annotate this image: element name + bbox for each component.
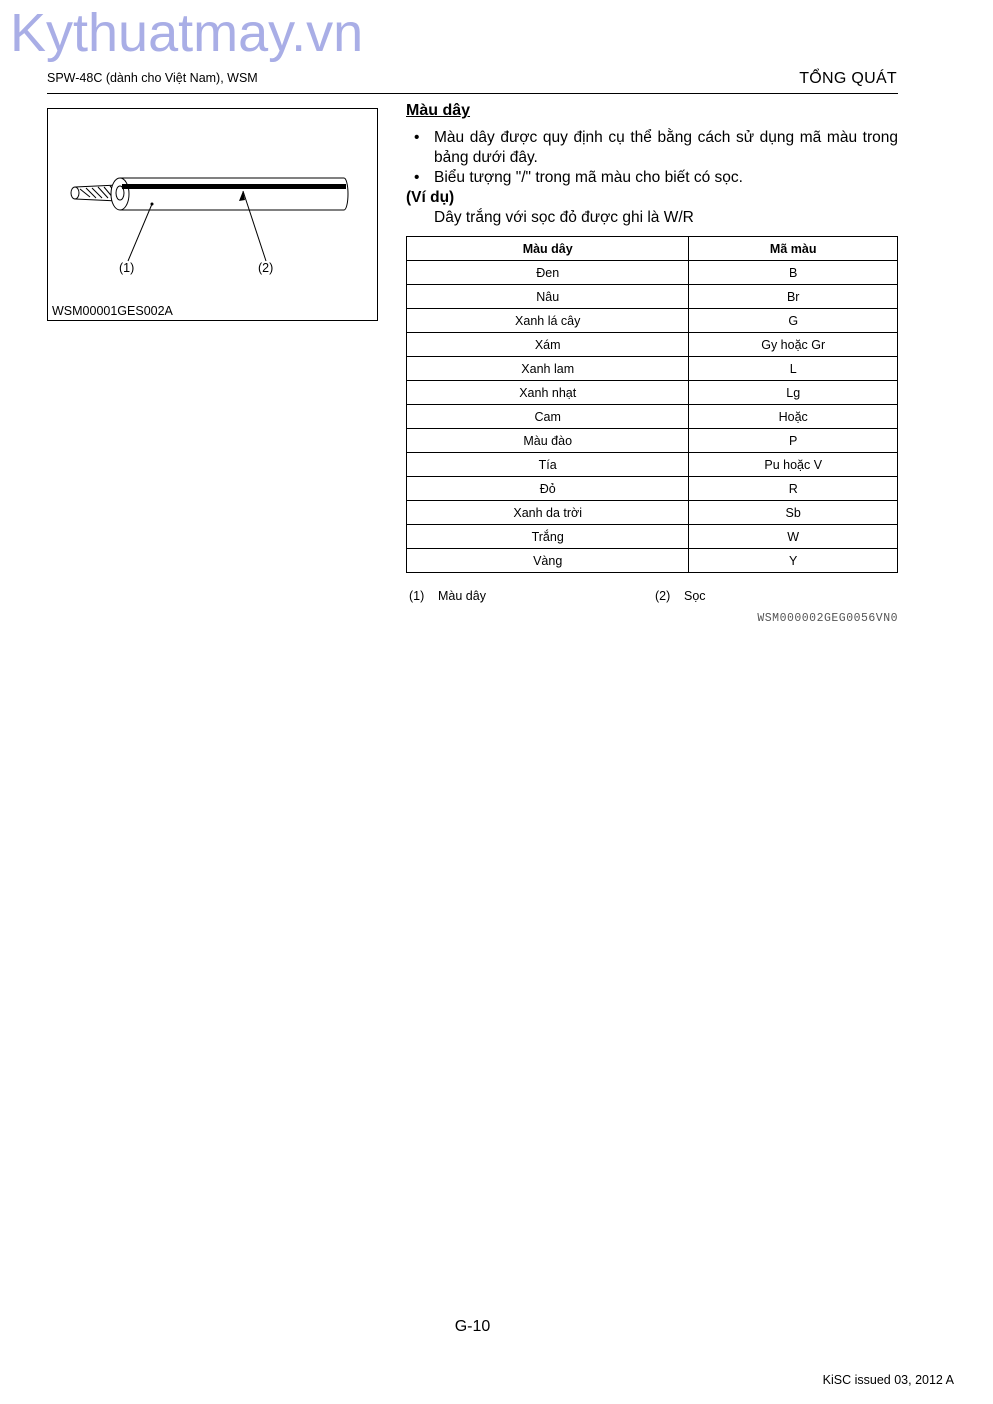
header-divider [47, 93, 898, 94]
table-row [407, 477, 898, 501]
wire-illustration [48, 109, 377, 320]
color-code-cell: R [689, 477, 898, 501]
color-code-cell: Lg [689, 381, 898, 405]
figure-code: WSM00001GES002A [52, 304, 173, 318]
wire-color-cell: Xám [407, 333, 689, 357]
wire-color-cell: Đen [407, 261, 689, 285]
color-code-table [406, 236, 898, 573]
section-title: Màu dây [406, 102, 471, 119]
wire-color-cell: Nâu [407, 285, 689, 309]
table-row [407, 357, 898, 381]
wire-color-cell: Xanh da trời [407, 501, 689, 525]
table-row [407, 501, 898, 525]
wire-color-cell: Cam [407, 405, 689, 429]
legend-label: Sọc [684, 589, 706, 603]
table-row [407, 429, 898, 453]
page-number: G-10 [454, 1318, 491, 1335]
color-code-cell: Y [689, 549, 898, 573]
example-text: Dây trắng với sọc đỏ được ghi là W/R [434, 209, 694, 226]
table-header-row [407, 237, 898, 261]
bullet-dot-icon: • [414, 169, 420, 186]
color-code-cell: Sb [689, 501, 898, 525]
bullet-list [406, 128, 898, 188]
callout-stripe: (2) [258, 261, 274, 275]
header-color-code: Mã màu [689, 237, 898, 261]
watermark: Kythuatmay.vn [10, 3, 364, 63]
wire-color-cell: Xanh lá cây [407, 309, 689, 333]
example-title: (Ví dụ) [406, 189, 455, 206]
wire-color-cell: Trắng [407, 525, 689, 549]
table-row [407, 285, 898, 309]
table-row [407, 525, 898, 549]
legend-number: (2) [655, 589, 671, 603]
wire-figure [47, 108, 378, 321]
wire-color-cell: Xanh nhạt [407, 381, 689, 405]
wire-color-cell: Tía [407, 453, 689, 477]
legend-item [655, 589, 706, 603]
color-code-cell: Pu hoặc V [689, 453, 898, 477]
color-code-cell: B [689, 261, 898, 285]
table-row [407, 309, 898, 333]
wire-color-cell: Vàng [407, 549, 689, 573]
color-code-cell: G [689, 309, 898, 333]
table-row [407, 261, 898, 285]
wire-color-cell: Đỏ [407, 477, 689, 501]
legend-number: (1) [409, 589, 425, 603]
bullet-item: • Biểu tượng "/" trong mã màu cho biết có sọc. [414, 169, 743, 186]
bullet-item: • Màu dây được quy định cụ thể bằng cách sử dụng mã màu trong bảng dưới đây. [414, 129, 898, 166]
wire-insulation [111, 178, 348, 210]
header-document-title: SPW-48C (dành cho Việt Nam), WSM [47, 71, 258, 85]
legend-item [409, 589, 486, 603]
bullet-dot-icon: • [414, 129, 420, 146]
color-code-cell: P [689, 429, 898, 453]
header-wire-color: Màu dây [407, 237, 689, 261]
table-row [407, 453, 898, 477]
wire-color-cell: Xanh lam [407, 357, 689, 381]
document-id: WSM000002GEG0056VN0 [757, 612, 898, 625]
table-row [407, 381, 898, 405]
issue-note: KiSC issued 03, 2012 A [822, 1373, 954, 1387]
color-code-cell: Gy hoặc Gr [689, 333, 898, 357]
color-code-cell: W [689, 525, 898, 549]
table-row [407, 333, 898, 357]
wire-stripe [122, 184, 346, 189]
table-row [407, 405, 898, 429]
wire-color-cell: Màu đào [407, 429, 689, 453]
table-row [407, 549, 898, 573]
legend-label: Màu dây [438, 589, 486, 603]
color-code-cell: Br [689, 285, 898, 309]
header-section-title: TỔNG QUÁT [799, 70, 897, 87]
color-code-cell: L [689, 357, 898, 381]
wire-color-section [406, 102, 898, 228]
color-code-cell: Hoặc [689, 405, 898, 429]
callout-wire-color: (1) [119, 261, 135, 275]
